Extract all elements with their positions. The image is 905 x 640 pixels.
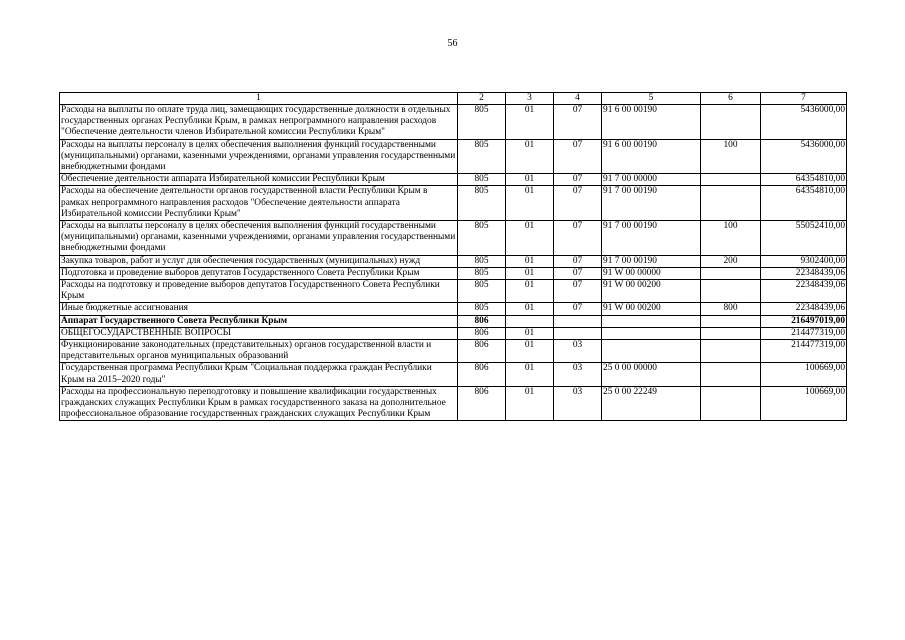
amount-value: 64354810,00: [761, 174, 847, 186]
table-row: [60, 303, 847, 315]
expense-type-code: 100: [701, 221, 761, 256]
row-description: Иные бюджетные ассигнования: [60, 303, 458, 315]
ministry-code: 806: [458, 363, 506, 386]
expense-type-code: 200: [701, 255, 761, 267]
expense-type-code: 800: [701, 303, 761, 315]
ministry-code: 805: [458, 186, 506, 221]
subsection-code: 07: [554, 139, 602, 174]
budget-table: [59, 92, 847, 421]
row-description: Обеспечение деятельности аппарата Избирательной комиссии Республики Крым: [60, 174, 458, 186]
target-article-code: 91 6 00 00190: [602, 105, 701, 140]
ministry-code: 805: [458, 139, 506, 174]
row-description: Подготовка и проведение выборов депутатов Государственного Совета Республики Крым: [60, 267, 458, 279]
subsection-code: [554, 327, 602, 339]
ministry-code: 805: [458, 280, 506, 303]
ministry-code: 805: [458, 174, 506, 186]
row-description: ОБЩЕГОСУДАРСТВЕННЫЕ ВОПРОСЫ: [60, 327, 458, 339]
subsection-code: 07: [554, 303, 602, 315]
amount-value: 64354810,00: [761, 186, 847, 221]
row-description: Функционирование законодательных (представительных) органов государственной власти и представительных органов муниципальных образований: [60, 340, 458, 363]
ministry-code: 806: [458, 327, 506, 339]
expense-type-code: [701, 386, 761, 421]
section-code: 01: [506, 340, 554, 363]
row-description: Закупка товаров, работ и услуг для обеспечения государственных (муниципальных) нужд: [60, 255, 458, 267]
amount-value: 9302400,00: [761, 255, 847, 267]
table-row: [60, 139, 847, 174]
column-header: 1: [60, 93, 458, 105]
expense-type-code: 100: [701, 139, 761, 174]
amount-value: 214477319,00: [761, 340, 847, 363]
subsection-code: 07: [554, 186, 602, 221]
ministry-code: 806: [458, 340, 506, 363]
column-header: 2: [458, 93, 506, 105]
section-code: 01: [506, 386, 554, 421]
expense-type-code: [701, 340, 761, 363]
row-description: Расходы на профессиональную переподготовку и повышение квалификации государственных гражданских служащих Республики Крым в рамках государственного заказа на дополнительное профессиональное образование государственных гражданских служащих Республики Крым: [60, 386, 458, 421]
section-code: 01: [506, 280, 554, 303]
amount-value: 216497019,00: [761, 315, 847, 327]
ministry-code: 805: [458, 105, 506, 140]
column-header: 5: [602, 93, 701, 105]
section-code: 01: [506, 221, 554, 256]
column-header: 3: [506, 93, 554, 105]
page-number: 56: [447, 38, 458, 49]
row-description: Расходы на подготовку и проведение выборов депутатов Государственного Совета Республики Крым: [60, 280, 458, 303]
header-row: [60, 93, 847, 105]
row-description: Аппарат Государственного Совета Республики Крым: [60, 315, 458, 327]
section-code: [506, 315, 554, 327]
amount-value: 22348439,06: [761, 280, 847, 303]
subsection-code: 07: [554, 221, 602, 256]
expense-type-code: [701, 105, 761, 140]
table-row: [60, 340, 847, 363]
target-article-code: [602, 340, 701, 363]
subsection-code: 03: [554, 363, 602, 386]
expense-type-code: [701, 315, 761, 327]
subsection-code: [554, 315, 602, 327]
target-article-code: 91 W 00 00200: [602, 303, 701, 315]
column-header: 7: [761, 93, 847, 105]
table-row: [60, 105, 847, 140]
table-row: [60, 327, 847, 339]
target-article-code: 91 W 00 00000: [602, 267, 701, 279]
section-code: 01: [506, 174, 554, 186]
ministry-code: 806: [458, 386, 506, 421]
amount-value: 22348439,06: [761, 267, 847, 279]
section-code: 01: [506, 303, 554, 315]
target-article-code: 91 6 00 00190: [602, 139, 701, 174]
expense-type-code: [701, 280, 761, 303]
target-article-code: 91 7 00 00190: [602, 186, 701, 221]
ministry-code: 805: [458, 221, 506, 256]
amount-value: 5436000,00: [761, 139, 847, 174]
expense-type-code: [701, 267, 761, 279]
target-article-code: 91 7 00 00000: [602, 174, 701, 186]
amount-value: 100669,00: [761, 386, 847, 421]
table-body: [60, 105, 847, 421]
table-row: [60, 280, 847, 303]
table-row: [60, 386, 847, 421]
subsection-code: 07: [554, 174, 602, 186]
subsection-code: 07: [554, 280, 602, 303]
expense-type-code: [701, 174, 761, 186]
amount-value: 100669,00: [761, 363, 847, 386]
ministry-code: 805: [458, 255, 506, 267]
table-row: [60, 174, 847, 186]
target-article-code: [602, 327, 701, 339]
table-row: [60, 186, 847, 221]
subsection-code: 03: [554, 386, 602, 421]
column-header: 4: [554, 93, 602, 105]
expense-type-code: [701, 363, 761, 386]
target-article-code: [602, 315, 701, 327]
table-row: [60, 363, 847, 386]
subsection-code: 07: [554, 267, 602, 279]
section-code: 01: [506, 186, 554, 221]
section-code: 01: [506, 267, 554, 279]
row-description: Государственная программа Республики Крым "Социальная поддержка граждан Республики Крым на 2015–2020 годы": [60, 363, 458, 386]
target-article-code: 25 0 00 00000: [602, 363, 701, 386]
subsection-code: 07: [554, 255, 602, 267]
amount-value: 214477319,00: [761, 327, 847, 339]
row-description: Расходы на выплаты по оплате труда лиц, замещающих государственные должности в отдельных государственных органах Республики Крым, в рамках непрограммного направления расходов "Обеспечение деятельности членов Избирательной комиссии Республики Крым": [60, 105, 458, 140]
row-description: Расходы на выплаты персоналу в целях обеспечения выполнения функций государственными (муниципальными) органами, казенными учреждениями, органами управления государственными внебюджетными фондами: [60, 139, 458, 174]
amount-value: 22348439,06: [761, 303, 847, 315]
target-article-code: 91 W 00 00200: [602, 280, 701, 303]
row-description: Расходы на обеспечение деятельности органов государственной власти Республики Крым в рамках непрограммного направления расходов "Обеспечение деятельности аппарата Избирательной комиссии Республики Крым": [60, 186, 458, 221]
section-code: 01: [506, 255, 554, 267]
section-code: 01: [506, 139, 554, 174]
amount-value: 5436000,00: [761, 105, 847, 140]
target-article-code: 91 7 00 00190: [602, 255, 701, 267]
ministry-code: 806: [458, 315, 506, 327]
expense-type-code: [701, 327, 761, 339]
table-row: [60, 255, 847, 267]
section-code: 01: [506, 327, 554, 339]
ministry-code: 805: [458, 267, 506, 279]
subsection-code: 03: [554, 340, 602, 363]
section-code: 01: [506, 363, 554, 386]
row-description: Расходы на выплаты персоналу в целях обеспечения выполнения функций государственными (муниципальными) органами, казенными учреждениями, органами управления государственными внебюджетными фондами: [60, 221, 458, 256]
table-row: [60, 221, 847, 256]
expense-type-code: [701, 186, 761, 221]
section-code: 01: [506, 105, 554, 140]
target-article-code: 25 0 00 22249: [602, 386, 701, 421]
amount-value: 55052410,00: [761, 221, 847, 256]
table-row: [60, 267, 847, 279]
table-row: [60, 315, 847, 327]
subsection-code: 07: [554, 105, 602, 140]
target-article-code: 91 7 00 00190: [602, 221, 701, 256]
ministry-code: 805: [458, 303, 506, 315]
column-header: 6: [701, 93, 761, 105]
